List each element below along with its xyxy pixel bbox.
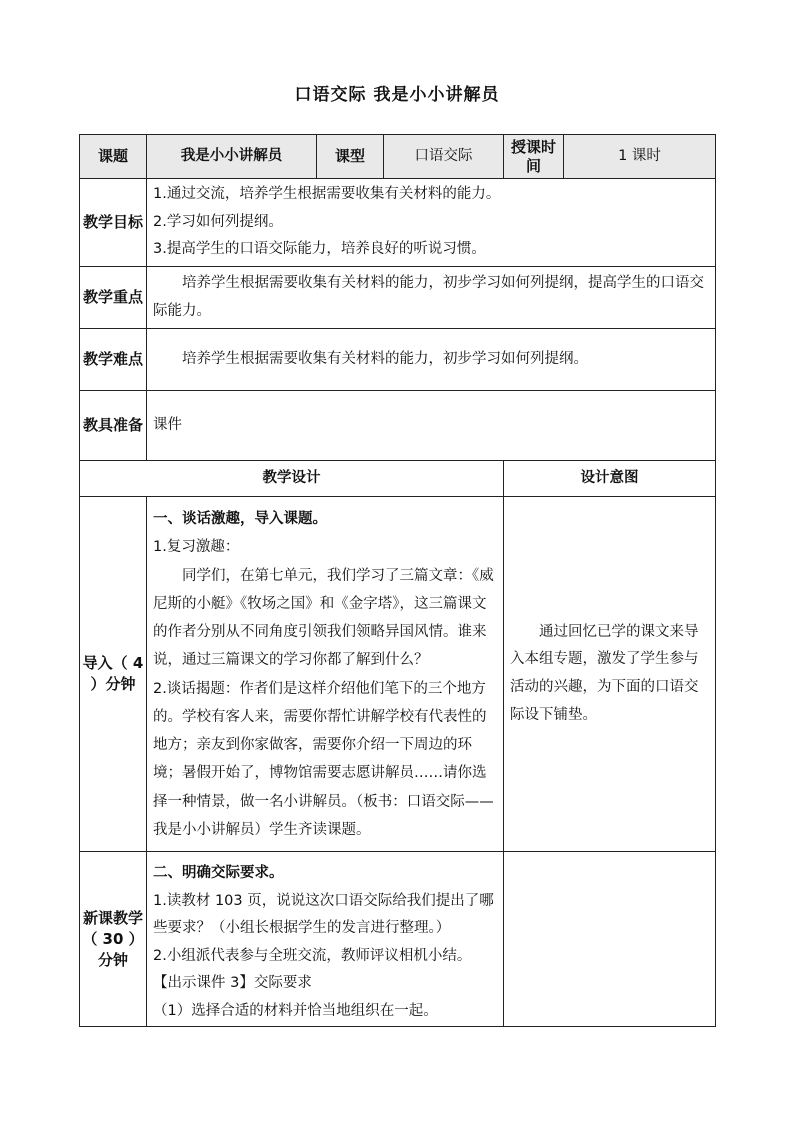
difficulty-label: 教学难点 [80, 329, 147, 391]
new-lesson-paragraph: 2.小组派代表参与全班交流，教师评议相机小结。 [153, 947, 472, 964]
design-header-right: 设计意图 [504, 461, 716, 497]
header-row [80, 135, 716, 179]
intro-intent [504, 497, 716, 852]
focus-label: 教学重点 [80, 267, 147, 329]
topic-value: 我是小小讲解员 [147, 135, 317, 179]
difficulty-text: 培养学生根据需要收集有关材料的能力，初步学习如何列提纲。 [182, 350, 588, 367]
goal-item: 1.通过交流，培养学生根据需要收集有关材料的能力。 [153, 186, 501, 203]
intro-paragraph: 2.谈话揭题：作者们是这样介绍他们笔下的三个地方的。学校有客人来，需要你帮忙讲解学校有代表性的地方；亲友到你家做客，需要你介绍一下周边的环境；暑假开始了，博物馆需要志愿讲解员……请你选择一种情景，做一名小讲解员。（板书：口语交际——我是小小讲解员）学生齐读课题。 [153, 680, 494, 838]
new-lesson-content [147, 852, 504, 1027]
goals-content [147, 179, 716, 267]
time-label: 授课时间 [504, 135, 564, 179]
tools-label: 教具准备 [80, 391, 147, 461]
tools-text: 课件 [147, 391, 716, 461]
new-lesson-paragraph: （1）选择合适的材料并恰当地组织在一起。 [153, 1002, 438, 1019]
intro-content [147, 497, 504, 852]
goals-label: 教学目标 [80, 179, 147, 267]
focus-text: 培养学生根据需要收集有关材料的能力，初步学习如何列提纲，提高学生的口语交际能力。 [153, 274, 704, 319]
focus-row [80, 267, 716, 329]
topic-label: 课题 [80, 135, 147, 179]
new-lesson-row [80, 852, 716, 1027]
page-title: 口语交际 我是小小讲解员 [294, 85, 500, 105]
goals-row [80, 179, 716, 267]
lesson-plan-table [79, 134, 716, 1027]
tools-row [80, 391, 716, 461]
intro-sub1: 1.复习激趣： [153, 539, 240, 556]
difficulty-content [147, 329, 716, 391]
focus-content [147, 267, 716, 329]
new-lesson-paragraph: 【出示课件 3】交际要求 [153, 975, 312, 992]
intro-label: 导入（ 4 ）分钟 [80, 497, 147, 852]
intro-heading: 一、谈话激趣，导入课题。 [153, 511, 327, 527]
design-header-row [80, 461, 716, 497]
intro-paragraph: 同学们，在第七单元，我们学习了三篇文章：《威尼斯的小艇》《牧场之国》和《金字塔》，这三篇课文的作者分别从不同角度引领我们领略异国风情。谁来说，通过三篇课文的学习你都了解到什么？ [153, 567, 494, 669]
difficulty-row [80, 329, 716, 391]
new-lesson-paragraph: 1.读教材 103 页，说说这次口语交际给我们提出了哪些要求？（小组长根据学生的发言进行整理。） [153, 892, 494, 937]
new-lesson-heading: 二、明确交际要求。 [153, 865, 284, 881]
new-lesson-label: 新课教学（ 30 ）分钟 [80, 852, 147, 1027]
intro-intent-text: 通过回忆已学的课文来导入本组专题，激发了学生参与活动的兴趣，为下面的口语交际设下铺垫。 [510, 623, 699, 723]
type-label: 课型 [317, 135, 384, 179]
new-lesson-intent [504, 852, 716, 1027]
time-value: 1 课时 [564, 135, 716, 179]
type-value: 口语交际 [384, 135, 504, 179]
goal-item: 3.提高学生的口语交际能力，培养良好的听说习惯。 [153, 241, 486, 258]
intro-row [80, 497, 716, 852]
design-header-left: 教学设计 [80, 461, 504, 497]
goal-item: 2.学习如何列提纲。 [153, 213, 283, 230]
